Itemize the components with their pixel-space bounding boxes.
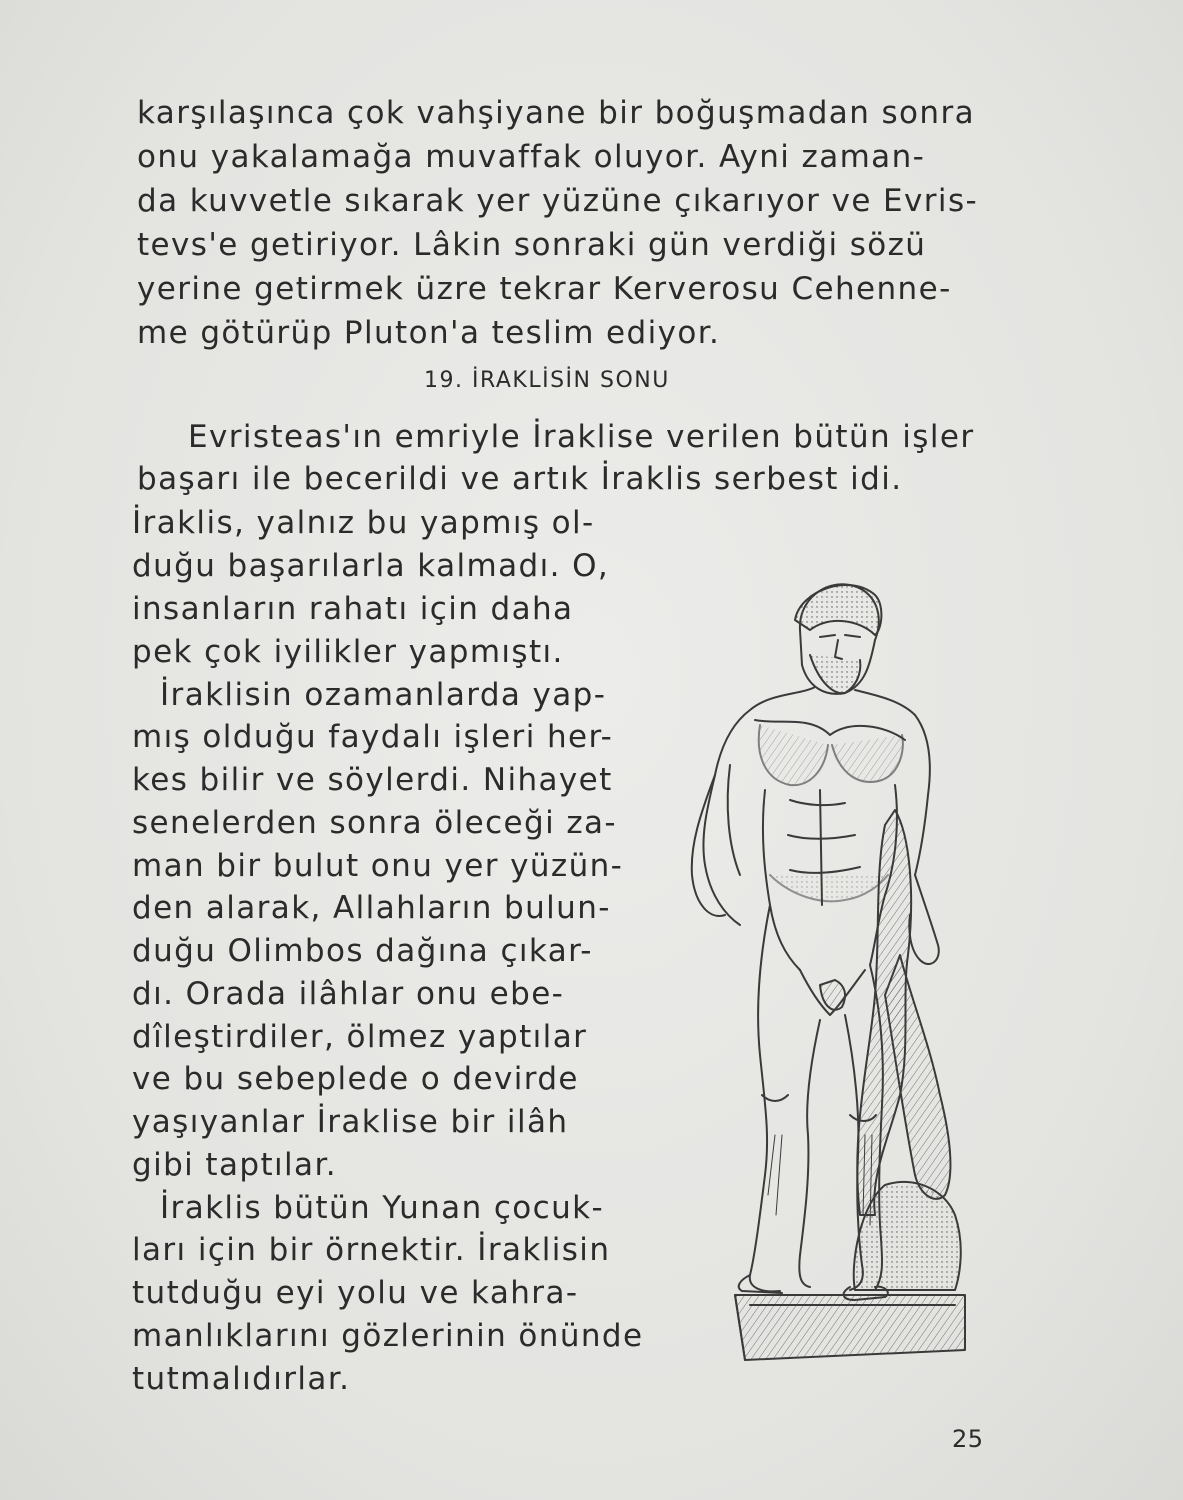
text-line: yerine getirmek üzre tekrar Kerverosu Cehenne- bbox=[137, 271, 952, 307]
text-line: insanların rahatı için daha bbox=[132, 591, 574, 627]
text-line: tutmalıdırlar. bbox=[132, 1361, 351, 1397]
text-line: dîleştirdiler, ölmez yaptılar bbox=[132, 1019, 588, 1055]
text-line: dı. Orada ilâhlar onu ebe- bbox=[132, 976, 565, 1012]
text-line: Evristeas'ın emriyle İraklise verilen bütün işler bbox=[188, 419, 975, 455]
text-line: karşılaşınca çok vahşiyane bir boğuşmadan sonra bbox=[137, 95, 975, 131]
text-line: ları için bir örnektir. İraklisin bbox=[132, 1232, 611, 1268]
page-number: 25 bbox=[952, 1425, 984, 1453]
text-line: İraklisin ozamanlarda yap- bbox=[160, 677, 607, 713]
text-line: kes bilir ve söylerdi. Nihayet bbox=[132, 762, 613, 798]
hercules-statue-illustration bbox=[670, 575, 980, 1385]
text-line: manlıklarını gözlerinin önünde bbox=[132, 1318, 644, 1354]
text-line: senelerden sonra öleceği za- bbox=[132, 805, 618, 841]
text-line: yaşıyanlar İraklise bir ilâh bbox=[132, 1104, 569, 1140]
text-line: den alarak, Allahların bulun- bbox=[132, 890, 611, 926]
text-line: mış olduğu faydalı işleri her- bbox=[132, 719, 614, 755]
text-line: tutduğu eyi yolu ve kahra- bbox=[132, 1275, 579, 1311]
text-line: ve bu sebeplede o devirde bbox=[132, 1061, 579, 1097]
text-line: man bir bulut onu yer yüzün- bbox=[132, 848, 624, 884]
text-line: İraklis bütün Yunan çocuk- bbox=[160, 1190, 605, 1226]
section-heading: 19. İRAKLİSİN SONU bbox=[424, 368, 670, 393]
text-line: da kuvvetle sıkarak yer yüzüne çıkarıyor ve Evris- bbox=[137, 183, 979, 219]
text-line: me götürüp Pluton'a teslim ediyor. bbox=[137, 315, 721, 351]
text-line: gibi taptılar. bbox=[132, 1147, 337, 1183]
text-line: pek çok iyilikler yapmıştı. bbox=[132, 634, 564, 670]
text-line: başarı ile becerildi ve artık İraklis serbest idi. bbox=[137, 461, 903, 497]
text-line: duğu başarılarla kalmadı. O, bbox=[132, 548, 610, 584]
text-line: tevs'e getiriyor. Lâkin sonraki gün verdiği sözü bbox=[137, 227, 927, 263]
text-line: onu yakalamağa muvaffak oluyor. Ayni zaman- bbox=[137, 139, 926, 175]
text-line: İraklis, yalnız bu yapmış ol- bbox=[132, 505, 595, 541]
text-line: duğu Olimbos dağına çıkar- bbox=[132, 933, 593, 969]
